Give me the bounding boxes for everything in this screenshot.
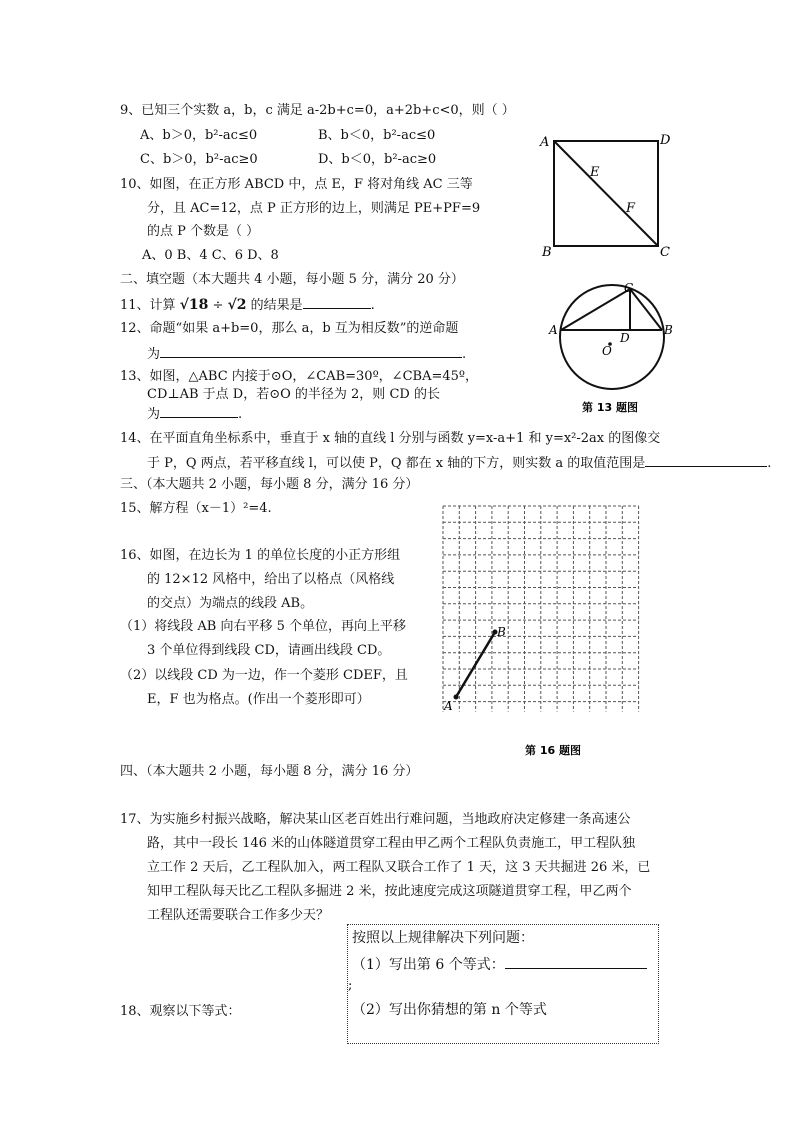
q9-option-c: C、b＞0，b²-ac≥0 bbox=[140, 152, 258, 167]
q16-grid-lines bbox=[443, 506, 639, 712]
q11 bbox=[120, 294, 375, 316]
q11-answer-blank[interactable] bbox=[303, 294, 371, 309]
q13-circle-figure bbox=[548, 280, 678, 420]
q12-end: . bbox=[462, 347, 467, 362]
q10-line2: 分，且 AC=12，点 P 正方形的边上，则满足 PE+PF=9 bbox=[147, 201, 481, 216]
q14-end: . bbox=[767, 456, 772, 471]
q16-line3: 的交点）为端点的线段 AB。 bbox=[147, 596, 314, 611]
q9-stem: 9、已知三个实数 a，b，c 满足 a-2b+c=0，a+2b+c<0，则（ ） bbox=[120, 103, 515, 118]
q18-box-title: 按照以上规律解决下列问题： bbox=[352, 930, 534, 946]
q9-option-b: B、b＜0，b²-ac≤0 bbox=[318, 128, 436, 143]
q18-part1-answer-blank[interactable] bbox=[505, 954, 647, 969]
q17-line1: 17、为实施乡村振兴战略，解决某山区老百姓出行难问题，当地政府决定修建一条高速公 bbox=[120, 812, 631, 827]
q10-square-figure bbox=[538, 130, 678, 260]
q10-options: A、0 B、4 C、6 D、8 bbox=[142, 248, 279, 263]
q16-caption: 第 16 题图 bbox=[525, 744, 581, 757]
q10-label-a: A bbox=[540, 135, 550, 150]
q18-semicolon: ; bbox=[348, 978, 353, 993]
q12-answer-blank[interactable] bbox=[160, 343, 462, 358]
q13-end: . bbox=[238, 407, 243, 422]
section-4-heading: 四、（本大题共 2 小题，每小题 8 分，满分 16 分） bbox=[120, 764, 419, 779]
q18-stem: 18、观察以下等式： bbox=[120, 1004, 241, 1019]
q16-label-a: A bbox=[444, 699, 453, 713]
q10-label-e: E bbox=[590, 165, 600, 180]
q18-part2: （2）写出你猜想的第 n 个等式 bbox=[352, 1002, 547, 1018]
q17-line4: 知甲工程队每天比乙工程队多掘进 2 米，按此速度完成这项隧道贯穿工程，甲乙两个 bbox=[147, 884, 632, 899]
q13-line1: 13、如图，△ABC 内接于⊙O，∠CAB=30º，∠CBA=45º， bbox=[120, 369, 479, 384]
q10-line1: 10、如图，在正方形 ABCD 中，点 E，F 将对角线 AC 三等 bbox=[120, 177, 473, 192]
q10-label-d: D bbox=[660, 133, 671, 148]
q11-sqrt-2: √2 bbox=[227, 297, 247, 313]
q13-answer-blank[interactable] bbox=[160, 403, 238, 418]
q13-label-d: D bbox=[620, 331, 630, 345]
q13-label-o: O bbox=[602, 344, 612, 358]
q10-line3: 的点 P 个数是（ ） bbox=[147, 224, 260, 239]
q16-point-a bbox=[454, 695, 459, 700]
q10-label-b: B bbox=[542, 245, 552, 260]
q11-prefix: 11、计算 bbox=[120, 298, 176, 313]
q16-line1: 16、如图，在边长为 1 的单位长度的小正方形组 bbox=[120, 548, 401, 563]
q16-part1-line2: 3 个单位得到线段 CD，请画出线段 CD。 bbox=[147, 643, 391, 658]
q13-label-b: B bbox=[664, 323, 673, 337]
q14-line1: 14、在平面直角坐标系中，垂直于 x 轴的直线 l 分别与函数 y=x-a+1 和 y=x²-2ax 的图像交 bbox=[120, 431, 661, 446]
q18-part1-text: （1）写出第 6 个等式： bbox=[352, 957, 505, 973]
q16-part2-line1: （2）以线段 CD 为一边，作一个菱形 CDEF，且 bbox=[120, 668, 408, 683]
q12-line1: 12、命题“如果 a+b=0，那么 a，b 互为相反数”的逆命题 bbox=[120, 321, 459, 336]
q17-line2: 路，其中一段长 146 米的山体隧道贯穿工程由甲乙两个工程队负责施工，甲工程队独 bbox=[147, 836, 636, 851]
q13-label-a: A bbox=[549, 323, 558, 337]
q11-suffix: 的结果是 bbox=[250, 298, 303, 313]
q14-text: 于 P，Q 两点，若平移直线 l，可以使 P，Q 都在 x 轴的下方，则实数 a 的取值范围是 bbox=[147, 456, 646, 471]
q16-label-b: B bbox=[497, 625, 506, 639]
q15: 15、解方程（x－1）²=4. bbox=[120, 501, 272, 516]
q17-line3: 立工作 2 天后，乙工程队加入，两工程队又联合工作了 1 天，这 3 天共掘进 26 米，已 bbox=[147, 860, 651, 875]
q9-option-a: A、b＞0，b²-ac≤0 bbox=[140, 128, 258, 143]
q17-line5: 工程队还需要联合工作多少天？ bbox=[147, 908, 330, 923]
q12-line2 bbox=[147, 343, 466, 365]
section-2-heading: 二、填空题（本大题共 4 小题，每小题 5 分，满分 20 分） bbox=[120, 272, 464, 287]
section-3-heading: 三、（本大题共 2 小题，每小题 8 分，满分 16 分） bbox=[120, 477, 419, 492]
q13-prefix: 为 bbox=[147, 407, 161, 422]
q10-label-f: F bbox=[626, 201, 636, 216]
q13-line2: CD⊥AB 于点 D，若⊙O 的半径为 2，则 CD 的长 bbox=[147, 387, 440, 402]
q14-line2 bbox=[147, 452, 771, 474]
q14-answer-blank[interactable] bbox=[645, 452, 767, 467]
q9-option-d: D、b＜0，b²-ac≥0 bbox=[318, 152, 437, 167]
q16-part1-line1: （1）将线段 AB 向右平移 5 个单位，再向上平移 bbox=[120, 619, 407, 634]
q16-line2: 的 12×12 风格中，给出了以格点（风格线 bbox=[147, 572, 395, 587]
q18-part1 bbox=[352, 954, 647, 975]
q13-label-c: C bbox=[624, 281, 634, 295]
q16-grid-figure bbox=[430, 498, 670, 760]
q11-end: . bbox=[370, 298, 375, 313]
q11-divide: ÷ bbox=[212, 298, 224, 313]
q16-part2-line2: E，F 也为格点。(作出一个菱形即可） bbox=[147, 692, 370, 707]
q13-caption: 第 13 题图 bbox=[582, 401, 638, 414]
q11-sqrt-18: √18 bbox=[179, 297, 209, 313]
q12-prefix: 为 bbox=[147, 347, 161, 362]
q10-label-c: C bbox=[660, 245, 670, 260]
q13-line3 bbox=[147, 403, 242, 425]
